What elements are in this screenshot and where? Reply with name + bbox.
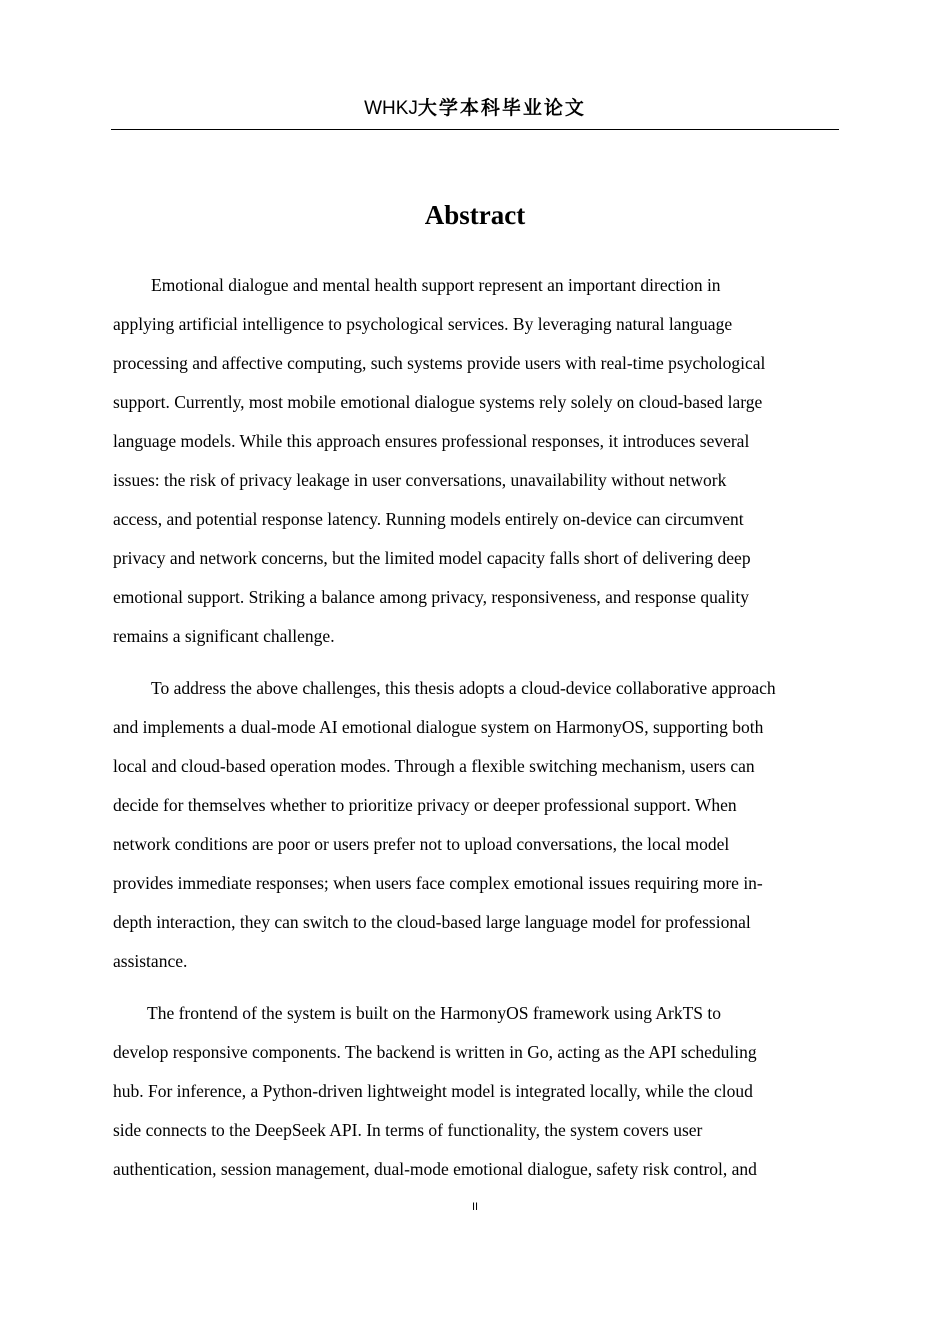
text-line: To address the above challenges, this thesis adopts a cloud-device collaborative approach (151, 678, 776, 698)
text-line: language models. While this approach ensures professional responses, it introduces several (113, 431, 750, 451)
abstract-paragraph-2 (113, 669, 839, 981)
text-line: assistance. (113, 951, 188, 971)
text-line: local and cloud-based operation modes. Through a flexible switching mechanism, users can (113, 756, 755, 776)
text-line: access, and potential response latency. Running models entirely on-device can circumvent (113, 509, 744, 529)
text-line: issues: the risk of privacy leakage in user conversations, unavailability without network (113, 470, 727, 490)
header-document-type: 大学本科毕业论文 (417, 97, 586, 119)
running-header (111, 93, 839, 129)
text-line: emotional support. Striking a balance among privacy, responsiveness, and response quality (113, 587, 750, 607)
header-university-code: WHKJ (364, 98, 418, 119)
text-line: decide for themselves whether to prioritize privacy or deeper professional support. When (113, 795, 737, 815)
text-line: hub. For inference, a Python-driven lightweight model is integrated locally, while the cloud (113, 1081, 753, 1101)
header-divider (111, 129, 839, 130)
abstract-paragraph-3 (113, 994, 839, 1189)
abstract-paragraph-1 (113, 266, 839, 656)
text-line: applying artificial intelligence to psychological services. By leveraging natural language (113, 314, 733, 334)
text-line: Emotional dialogue and mental health support represent an important direction in (151, 275, 721, 295)
text-line: remains a significant challenge. (113, 626, 335, 646)
text-line: processing and affective computing, such systems provide users with real-time psychological (113, 353, 766, 373)
text-line: authentication, session management, dual-mode emotional dialogue, safety risk control, and (113, 1159, 757, 1179)
text-line: depth interaction, they can switch to the cloud-based large language model for professional (113, 912, 751, 932)
text-line: side connects to the DeepSeek API. In terms of functionality, the system covers user (113, 1120, 703, 1140)
text-line: network conditions are poor or users prefer not to upload conversations, the local model (113, 834, 730, 854)
page-number: II (471, 1201, 479, 1213)
abstract-body (113, 266, 839, 1189)
text-line: provides immediate responses; when users face complex emotional issues requiring more in- (113, 873, 763, 893)
text-line: privacy and network concerns, but the limited model capacity falls short of delivering deep (113, 548, 751, 568)
text-line: The frontend of the system is built on the HarmonyOS framework using ArkTS to (147, 1003, 722, 1023)
page-title: Abstract (424, 200, 526, 230)
text-line: support. Currently, most mobile emotional dialogue systems rely solely on cloud-based large (113, 392, 763, 412)
text-line: develop responsive components. The backend is written in Go, acting as the API scheduling (113, 1042, 757, 1062)
text-line: and implements a dual-mode AI emotional dialogue system on HarmonyOS, supporting both (113, 717, 764, 737)
